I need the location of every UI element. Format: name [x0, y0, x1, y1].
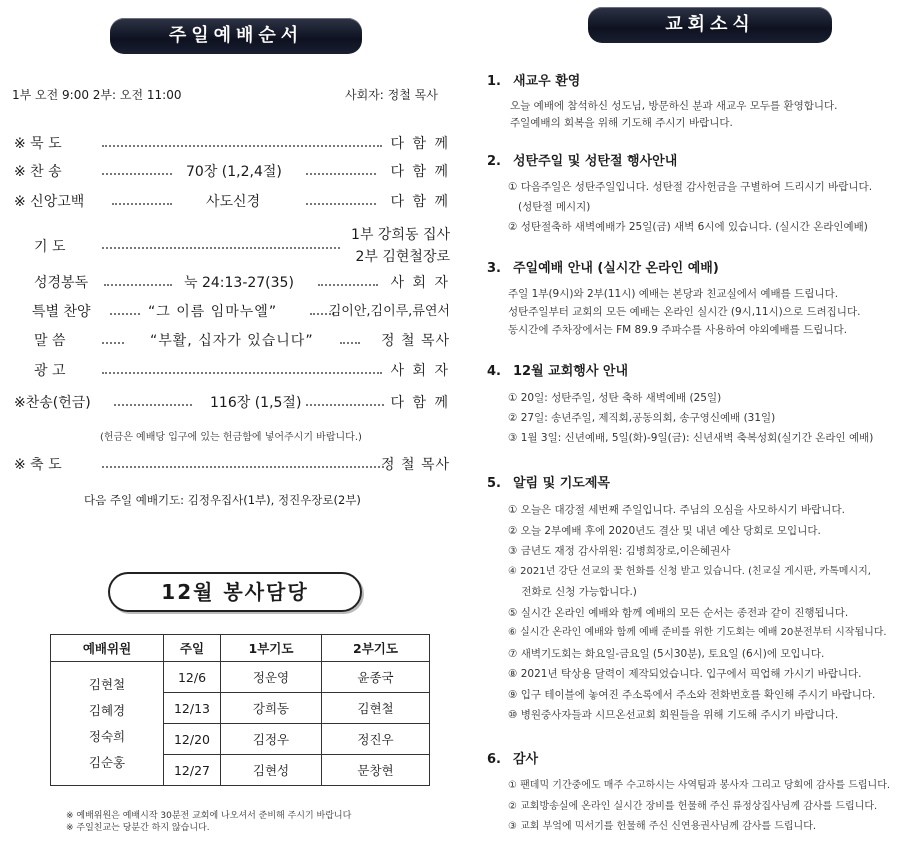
second-prayer-cell: 김현철 — [322, 693, 430, 724]
body-line: ① 20일: 성탄주일, 성탄 축하 새벽예배 (25일) — [508, 392, 722, 404]
column-header: 주일 — [164, 635, 221, 662]
body-line: 동시간에 주차장에서는 FM 89.9 주파수를 사용하여 야외예배를 드립니다. — [508, 324, 848, 336]
section-heading: 알림 및 기도제목 — [513, 476, 610, 491]
order-leader: 사 회 자 — [390, 363, 450, 379]
church-news-title: 교회소식 — [588, 7, 832, 43]
order-leader: 다 함 께 — [390, 164, 450, 180]
body-line: ⑩ 병원중사자들과 시므온선교회 회원들을 위해 기도해 주시기 바랍니다. — [508, 709, 839, 721]
order-leader: 정 철 목사 — [381, 457, 450, 473]
footnote: ※ 주일친교는 당분간 하지 않습니다. — [66, 823, 210, 833]
order-label: 성경봉독 — [34, 275, 89, 291]
order-label: ※ 묵 도 — [14, 136, 62, 152]
body-line: ⑦ 새벽기도회는 화요일-금요일 (5시30분), 토요일 (6시)에 모입니다. — [508, 647, 825, 660]
date-cell: 12/27 — [164, 755, 221, 786]
order-content: 눅 24:13-27(35) — [184, 275, 294, 291]
section-heading: 12월 교회행사 안내 — [513, 364, 629, 379]
order-row — [14, 192, 450, 212]
order-leader: 다 함 께 — [390, 395, 450, 411]
next-prayer: 다음 주일 예배기도: 김정우집사(1부), 정진우장로(2부) — [84, 493, 361, 507]
section-number: 5. — [487, 476, 501, 491]
section-number: 2. — [487, 154, 501, 169]
order-leader-2: 2부 김현철장로 — [355, 249, 450, 265]
section-heading: 성탄주일 및 성탄절 행사안내 — [513, 154, 678, 169]
body-line: ② 성탄절축하 새벽예배가 25일(금) 새벽 6시에 있습니다. (실시간 온라인예배) — [508, 221, 868, 233]
section-number: 3. — [487, 261, 501, 276]
committee-name: 정숙희 — [88, 728, 126, 744]
order-row — [14, 361, 450, 381]
date-cell: 12/6 — [164, 662, 221, 693]
body-line: ② 27일: 송년주일, 제직회,공동의회, 송구영신예배 (31일) — [508, 412, 776, 424]
order-label: ※ 신앙고백 — [14, 194, 85, 210]
order-leader-1: 1부 강희동 집사 — [351, 227, 450, 243]
order-leader: 사 회 자 — [390, 275, 450, 291]
body-line: ① 다음주일은 성탄주일입니다. 성탄절 감사헌금을 구별하여 드리시기 바랍니다. — [508, 181, 873, 193]
body-line: 주일예배의 회복을 위해 기도해 주시기 바랍니다. — [510, 117, 733, 129]
body-line: ⑤ 실시간 온라인 예배와 함께 예배의 모든 순서는 종전과 같이 진행됩니다. — [508, 606, 849, 619]
body-line: ② 교회방송실에 온라인 실시간 장비를 헌물해 주신 류정상집사님께 감사를 드립니다. — [508, 800, 878, 812]
section-body — [508, 388, 873, 448]
section-body — [508, 285, 860, 339]
date-cell: 12/13 — [164, 693, 221, 724]
section-number: 4. — [487, 364, 501, 379]
section-title — [487, 472, 610, 491]
committee-cell — [51, 662, 164, 786]
order-content: 116장 (1,5절) — [210, 395, 302, 411]
order-row — [14, 393, 450, 413]
section-body — [508, 177, 872, 237]
order-content: 사도신경 — [206, 194, 261, 210]
committee-name: 김혜경 — [88, 702, 126, 718]
second-prayer-cell: 윤종국 — [322, 662, 430, 693]
committee-name: 김순홍 — [88, 754, 126, 770]
table-header-row — [51, 635, 430, 662]
section-body — [508, 776, 890, 838]
section-number: 1. — [487, 74, 501, 89]
first-prayer-cell: 정운영 — [221, 662, 322, 693]
body-line: 오늘 예배에 참석하신 성도님, 방문하신 분과 새교우 모두를 환영합니다. — [510, 100, 838, 112]
committee-name: 김현철 — [88, 676, 126, 692]
section-body — [508, 500, 887, 726]
body-line: ① 오늘은 대강절 세번째 주일입니다. 주님의 오심을 사모하시기 바랍니다. — [508, 504, 845, 516]
section-body — [510, 98, 838, 132]
first-prayer-cell: 강희동 — [221, 693, 322, 724]
table-row — [51, 662, 430, 693]
body-line: ③ 1월 3일: 신년예배, 5일(화)-9일(금): 신년새벽 축복성회(실기간 온라인 예배) — [508, 432, 874, 444]
body-line: ④ 2021년 강단 선교의 꽃 헌화를 신청 받고 있습니다. (친교실 게시판, 카톡메시지, — [508, 565, 871, 577]
second-prayer-cell: 문창현 — [322, 755, 430, 786]
body-line: ③ 금년도 재정 감사위원: 김병희장로,이은혜권사 — [508, 545, 731, 557]
body-line: (성탄절 메시지) — [508, 201, 591, 213]
offering-note: (헌금은 예배당 입구에 있는 헌금함에 넣어주시기 바랍니다.) — [100, 432, 362, 443]
section-heading: 감사 — [513, 752, 539, 767]
benediction-row — [14, 455, 450, 475]
order-leader: 다 함 께 — [390, 136, 450, 152]
section-number: 6. — [487, 752, 501, 767]
order-label: 특별 찬양 — [32, 304, 91, 320]
body-line: 전화로 신청 가능합니다.) — [508, 586, 637, 598]
section-title — [487, 257, 719, 276]
body-line: ⑨ 입구 테이블에 놓여진 주소록에서 주소와 전화번호를 확인해 주시기 바랍니다. — [508, 688, 876, 701]
order-row — [14, 302, 450, 322]
column-header: 1부기도 — [221, 635, 322, 662]
order-leader: 김이안,김이루,류연서 — [328, 304, 450, 319]
section-heading: 새교우 환영 — [513, 74, 581, 89]
order-label: 기 도 — [34, 239, 66, 255]
body-line: ① 팬데믹 기간중에도 매주 수고하시는 사역팀과 봉사자 그리고 당회에 감사를 드립니다. — [508, 780, 891, 791]
order-content: 70장 (1,2,4절) — [186, 164, 282, 180]
column-header: 2부기도 — [322, 635, 430, 662]
presider: 사회자: 정철 목사 — [345, 88, 438, 102]
column-header: 예배위원 — [51, 635, 164, 662]
section-title — [487, 150, 677, 169]
order-row — [14, 134, 450, 154]
order-leader: 정 철 목사 — [381, 333, 450, 349]
body-line: ⑧ 2021년 탁상용 달력이 제작되었습니다. 입구에서 픽업해 가시기 바랍니다. — [508, 668, 862, 680]
order-label: 말 씀 — [34, 333, 66, 349]
body-line: ⑥ 실시간 온라인 예배와 함께 예배 준비를 위한 기도회는 예배 20분전부터 시작됩니다. — [508, 627, 887, 638]
duty-table — [50, 634, 430, 786]
order-label: ※찬송(헌금) — [14, 395, 91, 411]
order-row — [14, 273, 450, 293]
footnote: ※ 예배위원은 예배시작 30분전 교회에 나오셔서 준비해 주시기 바랍니다 — [66, 811, 352, 821]
first-prayer-cell: 김정우 — [221, 724, 322, 755]
section-title — [487, 70, 580, 89]
first-prayer-cell: 김현성 — [221, 755, 322, 786]
worship-order-title: 주일예배순서 — [110, 18, 362, 54]
section-title — [487, 748, 538, 767]
second-prayer-cell: 정진우 — [322, 724, 430, 755]
section-heading: 주일예배 안내 (실시간 온라인 예배) — [513, 261, 719, 276]
body-line: 성탄주일부터 교회의 모든 예배는 온라인 실시간 (9시,11시)으로 드려집니다. — [508, 306, 861, 318]
body-line: 주일 1부(9시)와 2부(11시) 예배는 본당과 친교실에서 예배를 드립니다. — [508, 288, 839, 300]
duty-title: 12월 봉사담당 — [108, 572, 362, 612]
order-content: “부활, 십자가 있습니다” — [150, 333, 314, 349]
order-label: ※ 축 도 — [14, 457, 62, 473]
order-label: ※ 찬 송 — [14, 164, 62, 180]
body-line: ② 오늘 2부예배 후에 2020년도 결산 및 내년 예산 당회로 모입니다. — [508, 524, 821, 537]
order-row — [14, 331, 450, 351]
order-row — [14, 225, 450, 269]
order-content: “그 이름 임마누엘” — [148, 304, 278, 320]
section-title — [487, 360, 628, 379]
body-line: ③ 교회 부엌에 믹서기를 헌물해 주신 신연용권사님께 감사를 드립니다. — [508, 821, 817, 832]
date-cell: 12/20 — [164, 724, 221, 755]
order-label: 광 고 — [34, 363, 66, 379]
order-row — [14, 162, 450, 182]
service-times: 1부 오전 9:00 2부: 오전 11:00 — [12, 88, 182, 102]
order-leader: 다 함 께 — [390, 194, 450, 210]
